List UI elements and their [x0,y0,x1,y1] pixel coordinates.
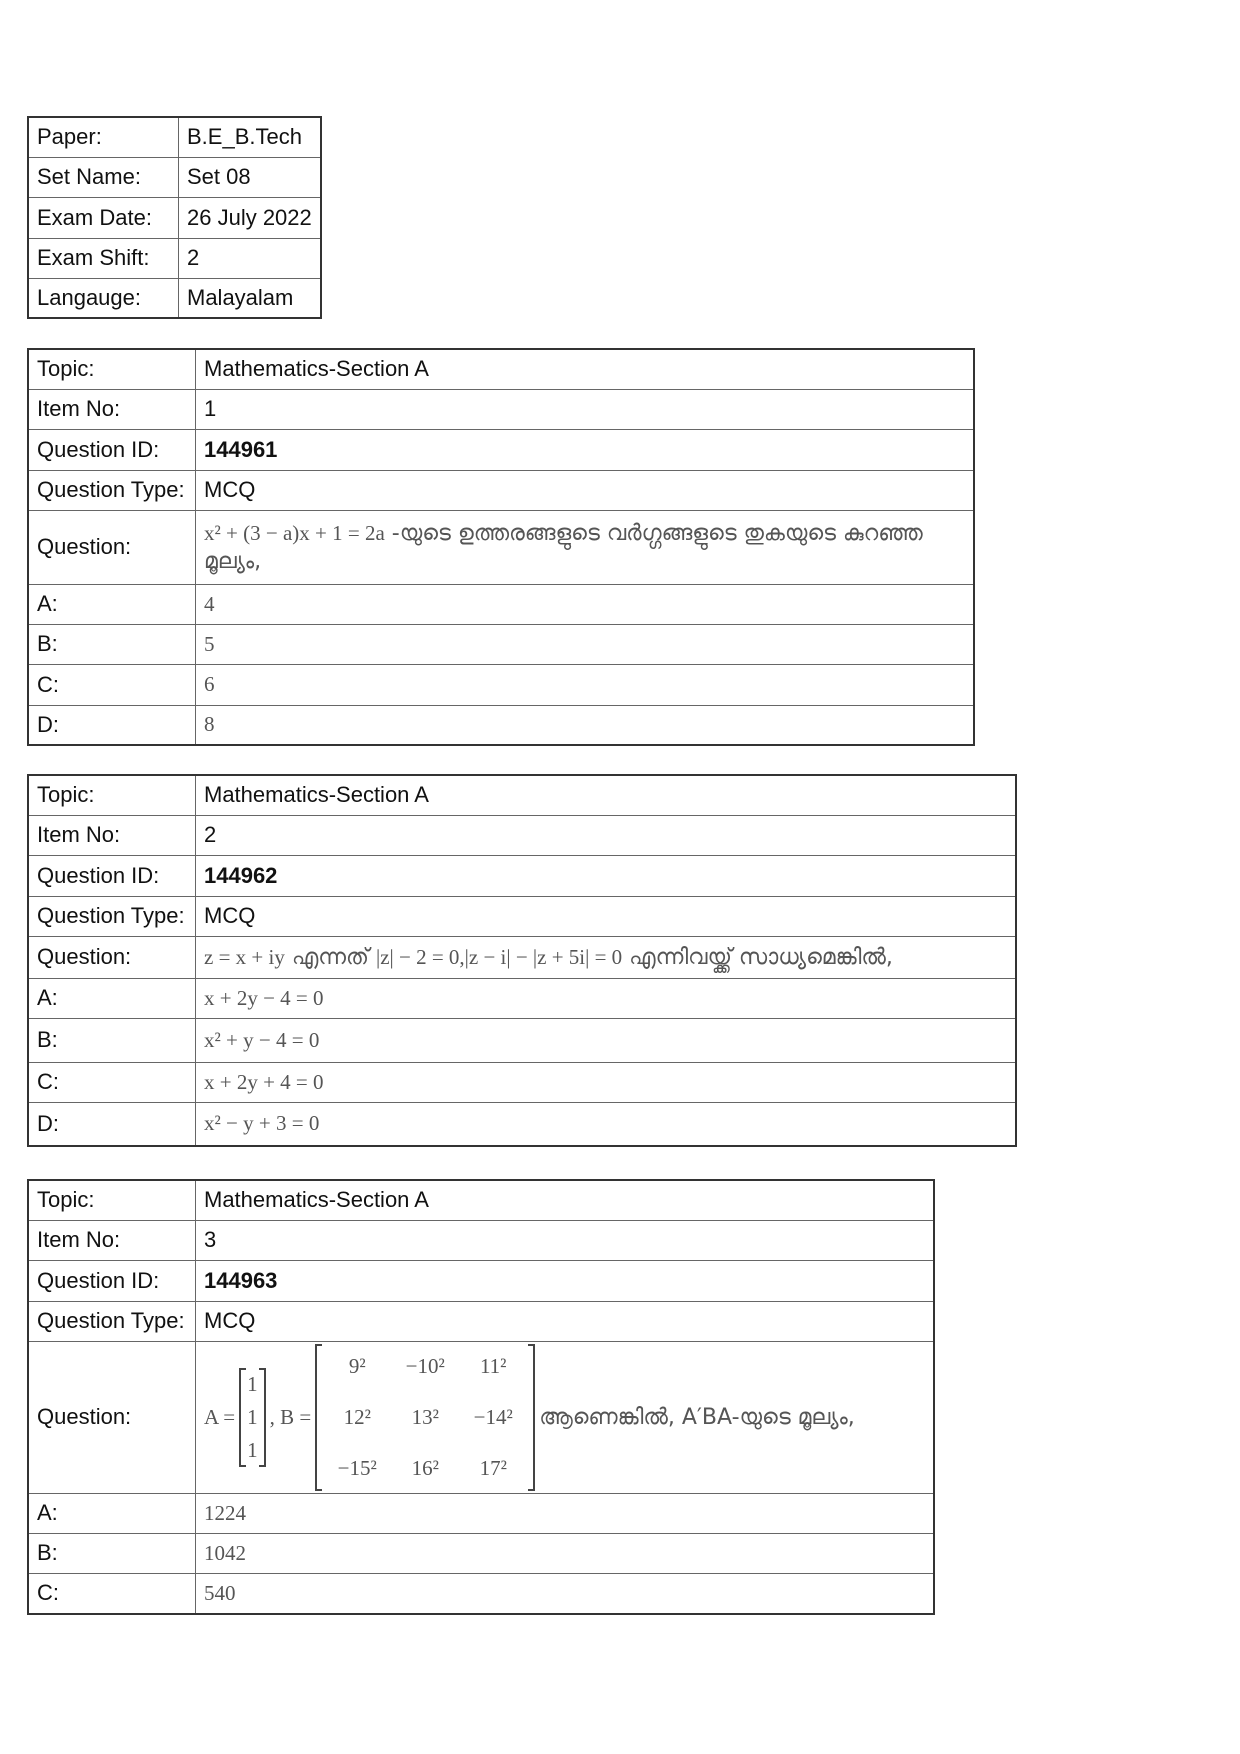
q3-option-c: 540 [196,1573,935,1614]
meta-row-shift [28,238,321,278]
q2-question-id: 144962 [196,855,1017,896]
shift-value: 2 [179,238,322,278]
q1-id-row [28,429,974,470]
q2-equation-2: |z| − 2 = 0,|z − i| − |z + 5i| = 0 [376,945,623,969]
q3-question-id: 144963 [196,1260,935,1301]
matrix-b-label: , B = [269,1404,312,1429]
q1-question [196,510,975,584]
matrix-b-cell: 11² [479,1353,507,1378]
q3-topic-row [28,1180,934,1220]
q1-option-b: 5 [196,624,975,664]
exam-meta-table [27,116,322,319]
q1-option-d-row [28,705,974,745]
meta-row-paper [28,117,321,157]
q2-option-b-row [28,1018,1016,1062]
q2-option-c: x + 2y + 4 = 0 [196,1062,1017,1102]
meta-row-set [28,157,321,197]
matrix-a-label: A = [204,1404,236,1429]
option-d-label: D: [28,705,196,745]
q2-question-row [28,936,1016,978]
meta-row-language [28,278,321,318]
q1-question-id: 144961 [196,429,975,470]
q2-item-no: 2 [196,815,1017,855]
q1-equation: x² + (3 − a)x + 1 = 2a [204,520,385,545]
q3-option-b-row [28,1533,934,1573]
question-type-label: Question Type: [28,1301,196,1341]
option-c-label: C: [28,664,196,705]
item-label: Item No: [28,815,196,855]
q3-id-row [28,1260,934,1301]
topic-label: Topic: [28,1180,196,1220]
option-c-label: C: [28,1062,196,1102]
item-label: Item No: [28,1220,196,1260]
meta-row-date [28,197,321,238]
q3-option-b: 1042 [196,1533,935,1573]
q1-option-a-row [28,584,974,624]
matrix-b-cell: 9² [348,1353,366,1378]
q1-type-row [28,470,974,510]
language-value: Malayalam [179,278,322,318]
q3-item-no: 3 [196,1220,935,1260]
option-a-label: A: [28,1493,196,1533]
q1-topic: Mathematics-Section A [196,349,975,389]
item-label: Item No: [28,389,196,429]
question-id-label: Question ID: [28,1260,196,1301]
q2-id-row [28,855,1016,896]
q1-option-d: 8 [196,705,975,745]
matrix-b-cell: −15² [337,1455,377,1480]
q2-option-d: x² − y + 3 = 0 [196,1102,1017,1146]
matrix-b [315,1346,535,1489]
q2-question [196,936,1017,978]
q3-question-text: ആണെങ്കിൽ, A′BA-യുടെ മൂല്യം, [539,1404,855,1430]
q3-option-a: 1224 [196,1493,935,1533]
q3-matrix-expression [204,1346,855,1489]
question-label: Question: [28,936,196,978]
matrix-b-cell: 12² [343,1404,371,1429]
date-label: Exam Date: [28,197,179,238]
q1-question-type: MCQ [196,470,975,510]
question-type-label: Question Type: [28,470,196,510]
q2-question-text-1: എന്നത് [284,945,377,970]
question-label: Question: [28,1341,196,1493]
q1-question-row [28,510,974,584]
q2-option-c-row [28,1062,1016,1102]
q2-option-a: x + 2y − 4 = 0 [196,978,1017,1018]
q2-question-type: MCQ [196,896,1017,936]
topic-label: Topic: [28,775,196,815]
q2-topic-row [28,775,1016,815]
topic-label: Topic: [28,349,196,389]
question-label: Question: [28,510,196,584]
q3-topic: Mathematics-Section A [196,1180,935,1220]
q1-item-row [28,389,974,429]
paper-value: B.E_B.Tech [179,117,322,157]
option-c-label: C: [28,1573,196,1614]
matrix-a-cell: 1 [247,1437,258,1462]
set-value: Set 08 [179,157,322,197]
matrix-a [239,1370,266,1465]
q2-question-text-2: എന്നിവയ്ക്ക് സാധ്യമെങ്കിൽ, [622,945,893,970]
matrix-b-cell: 16² [411,1455,439,1480]
q1-topic-row [28,349,974,389]
q2-type-row [28,896,1016,936]
q2-item-row [28,815,1016,855]
language-label: Langauge: [28,278,179,318]
option-b-label: B: [28,624,196,664]
q1-option-b-row [28,624,974,664]
q3-question-row [28,1341,934,1493]
question-id-label: Question ID: [28,855,196,896]
q2-equation-1: z = x + iy [204,945,285,969]
q1-item-no: 1 [196,389,975,429]
matrix-b-cell: 17² [479,1455,507,1480]
q1-option-c-row [28,664,974,705]
set-label: Set Name: [28,157,179,197]
q3-question-type: MCQ [196,1301,935,1341]
matrix-b-cell: 13² [411,1404,439,1429]
q1-option-a: 4 [196,584,975,624]
option-d-label: D: [28,1102,196,1146]
q2-topic: Mathematics-Section A [196,775,1017,815]
q3-option-a-row [28,1493,934,1533]
q3-option-c-row [28,1573,934,1614]
q1-option-c: 6 [196,664,975,705]
matrix-a-cell: 1 [247,1371,258,1396]
question-id-label: Question ID: [28,429,196,470]
q1-question-text: -യുടെ ഉത്തരങ്ങളുടെ വർഗ്ഗങ്ങളുടെ തുകയുടെ കുറഞ്ഞ മൂല്യം, [204,520,923,574]
question-3-table [27,1179,935,1615]
q2-option-b: x² + y − 4 = 0 [196,1018,1017,1062]
question-1-table [27,348,975,746]
date-value: 26 July 2022 [179,197,322,238]
q2-option-d-row [28,1102,1016,1146]
option-a-label: A: [28,584,196,624]
option-b-label: B: [28,1018,196,1062]
matrix-b-cell: −14² [473,1404,513,1429]
q3-type-row [28,1301,934,1341]
shift-label: Exam Shift: [28,238,179,278]
option-b-label: B: [28,1533,196,1573]
question-2-table [27,774,1017,1147]
q2-option-a-row [28,978,1016,1018]
q3-question [196,1341,935,1493]
q3-item-row [28,1220,934,1260]
matrix-b-cell: −10² [405,1353,445,1378]
matrix-a-cell: 1 [247,1404,258,1429]
paper-label: Paper: [28,117,179,157]
question-type-label: Question Type: [28,896,196,936]
option-a-label: A: [28,978,196,1018]
